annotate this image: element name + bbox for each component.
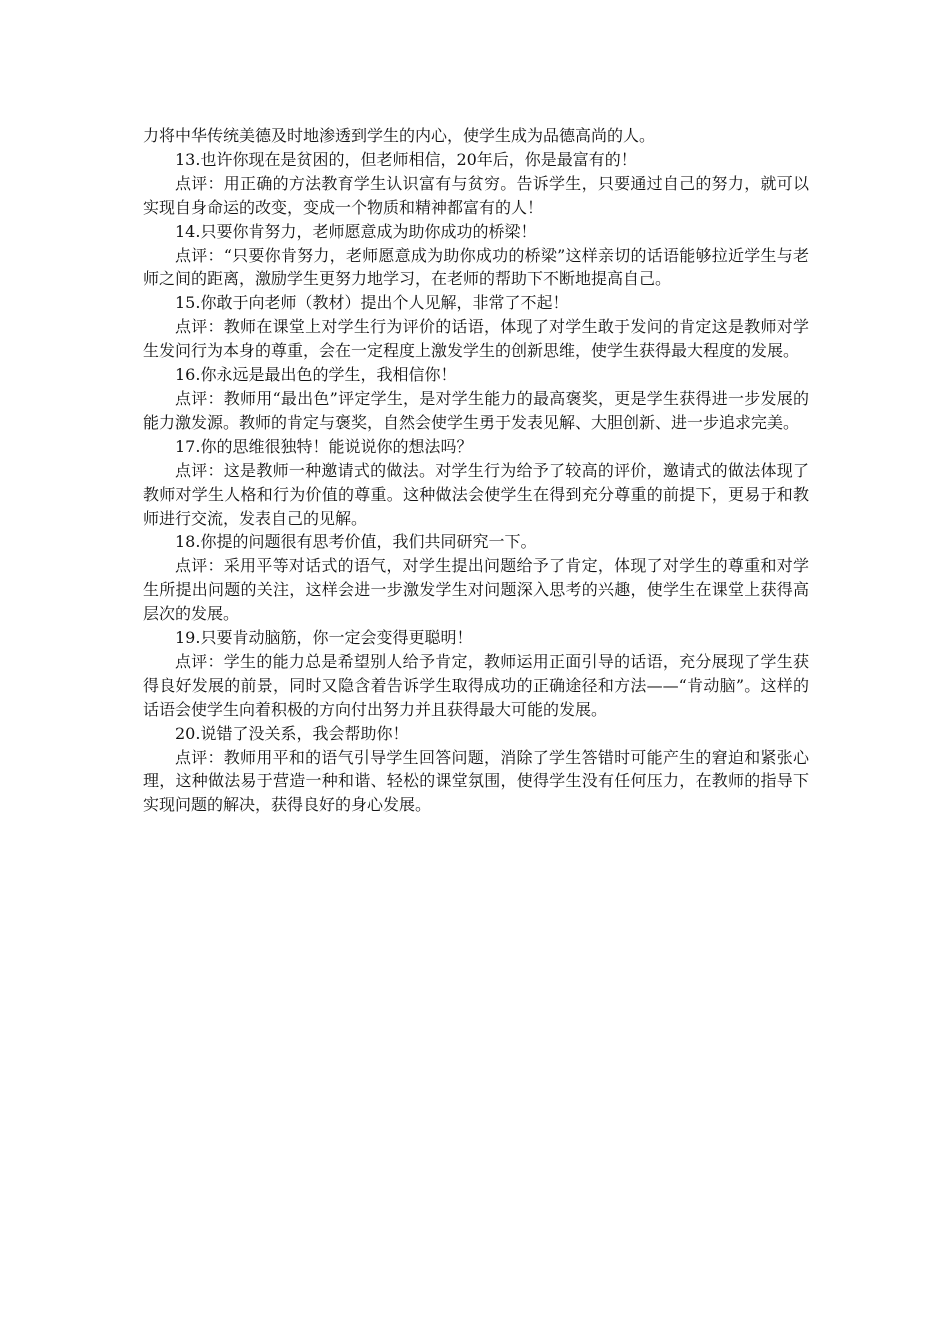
document-page	[143, 124, 809, 817]
item-18-heading: 18.你提的问题很有思考价值，我们共同研究一下。	[175, 532, 537, 552]
item-17-comment: 点评：这是教师一种邀请式的做法。对学生行为给予了较高的评价，邀请式的做法体现了教师对学生人格和行为价值的尊重。这种做法会使学生在得到充分尊重的前提下，更易于和教师进行交流，发表自己的见解。	[143, 460, 809, 528]
item-15-heading: 15.你敢于向老师（教材）提出个人见解，非常了不起！	[175, 293, 569, 313]
item-13-comment: 点评：用正确的方法教育学生认识富有与贫穷。告诉学生，只要通过自己的努力，就可以实现自身命运的改变，变成一个物质和精神都富有的人！	[143, 173, 809, 217]
item-14-comment: 点评：“只要你肯努力，老师愿意成为助你成功的桥梁”这样亲切的话语能够拉近学生与老师之间的距离，激励学生更努力地学习，在老师的帮助下不断地提高自己。	[143, 245, 809, 289]
item-17-heading: 17.你的思维很独特！能说说你的想法吗？	[175, 436, 473, 456]
item-18-comment: 点评：采用平等对话式的语气，对学生提出问题给予了肯定，体现了对学生的尊重和对学生所提出问题的关注，这样会进一步激发学生对问题深入思考的兴趣，使学生在课堂上获得高层次的发展。	[143, 556, 809, 624]
item-20-comment: 点评：教师用平和的语气引导学生回答问题，消除了学生答错时可能产生的窘迫和紧张心理，这种做法易于营造一种和谐、轻松的课堂氛围，使得学生没有任何压力，在教师的指导下实现问题的解决，获得良好的身心发展。	[143, 747, 809, 815]
item-19-comment: 点评：学生的能力总是希望别人给予肯定，教师运用正面引导的话语，充分展现了学生获得良好发展的前景，同时又隐含着告诉学生取得成功的正确途径和方法——“肯动脑”。这样的话语会使学生向着积极的方向付出努力并且获得最大可能的发展。	[143, 651, 809, 719]
item-16-comment: 点评：教师用“最出色”评定学生，是对学生能力的最高褒奖，更是学生获得进一步发展的能力激发源。教师的肯定与褒奖，自然会使学生勇于发表见解、大胆创新、进一步追求完美。	[143, 388, 809, 432]
item-19-heading: 19.只要肯动脑筋，你一定会变得更聪明！	[175, 628, 473, 648]
paragraph-continuation: 力将中华传统美德及时地渗透到学生的内心，使学生成为品德高尚的人。	[143, 126, 656, 145]
item-16-heading: 16.你永远是最出色的学生，我相信你！	[175, 365, 457, 385]
item-15-comment: 点评：教师在课堂上对学生行为评价的话语，体现了对学生敢于发问的肯定这是教师对学生发问行为本身的尊重，会在一定程度上激发学生的创新思维，使学生获得最大程度的发展。	[143, 317, 809, 361]
item-20-heading: 20.说错了没关系，我会帮助你！	[175, 723, 409, 743]
item-13-heading: 13.也许你现在是贫困的，但老师相信，20年后，你是最富有的！	[175, 149, 637, 169]
item-14-heading: 14.只要你肯努力，老师愿意成为助你成功的桥梁！	[175, 221, 537, 241]
